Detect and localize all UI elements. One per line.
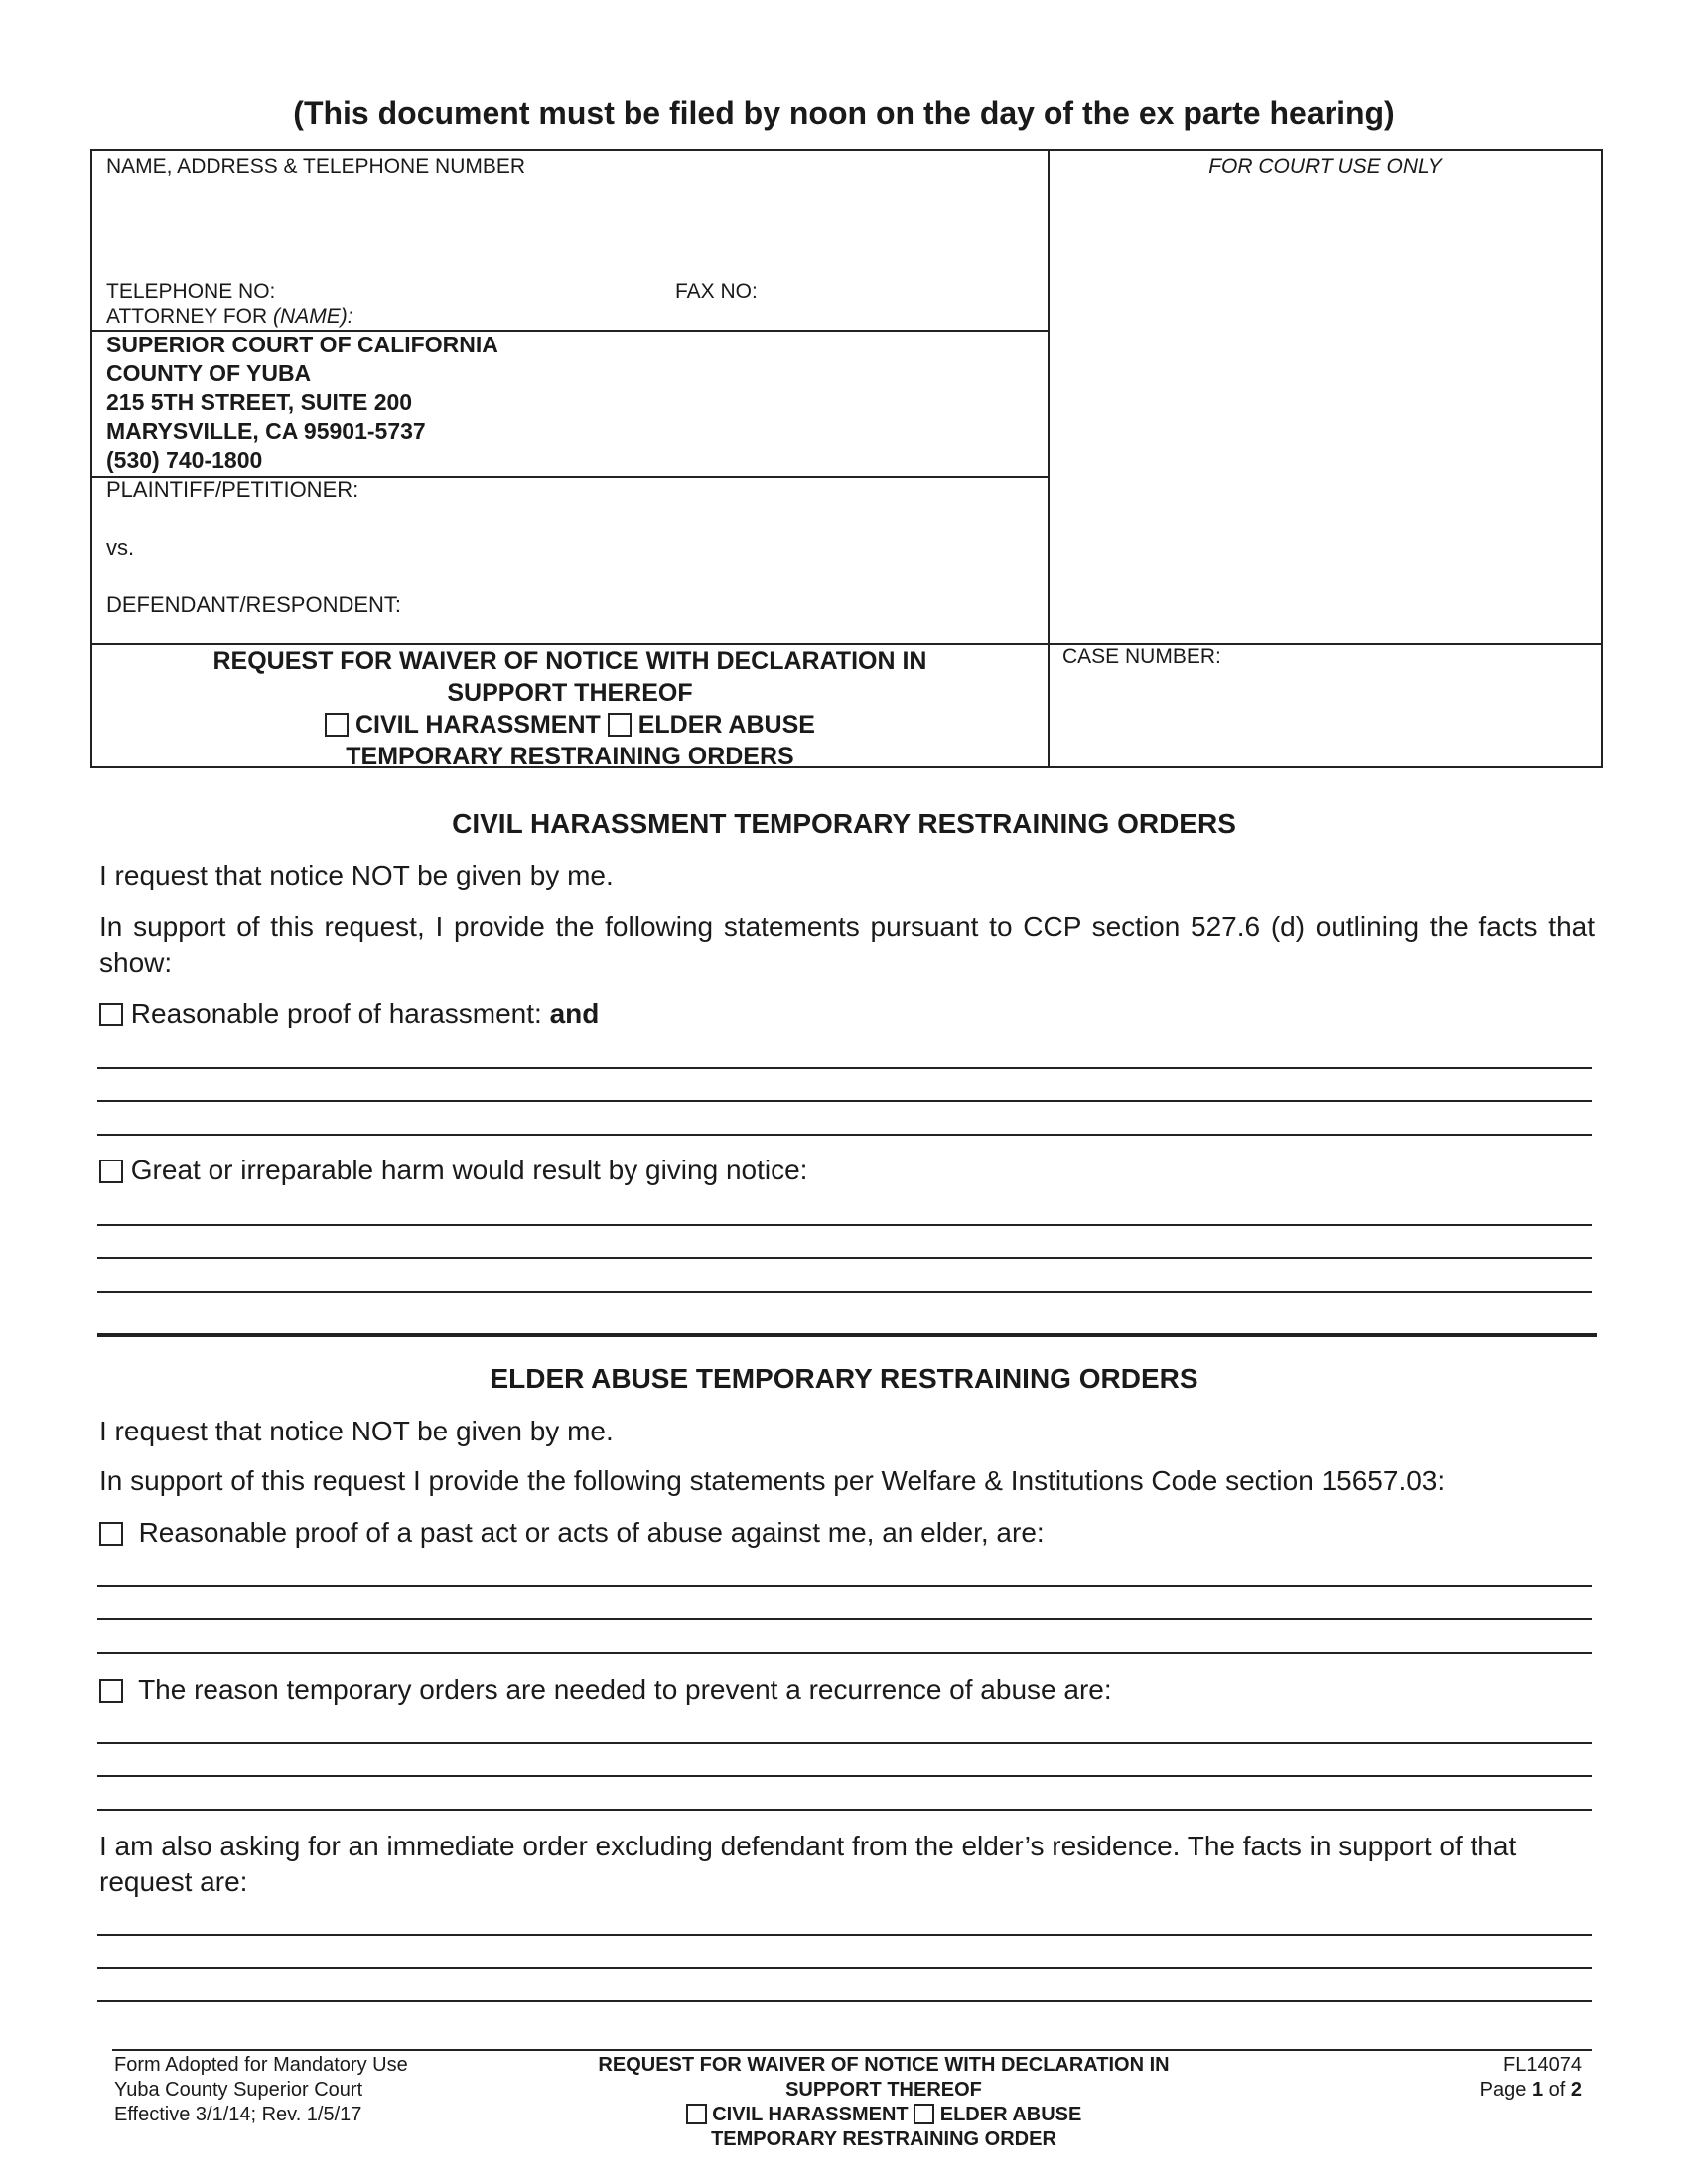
page-indicator xyxy=(1370,2078,1582,2103)
civil-section-heading: CIVIL HARASSMENT TEMPORARY RESTRAINING ORDERS xyxy=(452,808,1236,839)
fax-label: FAX NO: xyxy=(675,280,758,303)
footer-elder-checkbox[interactable] xyxy=(914,2104,934,2124)
harm-answer-line[interactable] xyxy=(97,1257,1592,1259)
abuse-answer-line[interactable] xyxy=(97,1585,1592,1587)
title-line-2: SUPPORT THEREOF xyxy=(447,679,693,707)
elder-item-1 xyxy=(99,1515,1595,1551)
footer-adopted: Form Adopted for Mandatory Use xyxy=(114,2054,408,2076)
abuse-answer-line[interactable] xyxy=(97,1652,1592,1654)
elder-item-2 xyxy=(99,1672,1595,1707)
harassment-proof-checkbox[interactable] xyxy=(99,1003,123,1026)
court-county: COUNTY OF YUBA xyxy=(106,360,312,386)
court-use-label: FOR COURT USE ONLY xyxy=(1208,155,1442,178)
name-address-label: NAME, ADDRESS & TELEPHONE NUMBER xyxy=(106,155,526,178)
footer-title xyxy=(516,2053,1251,2152)
elder-section-heading: ELDER ABUSE TEMPORARY RESTRAINING ORDERS xyxy=(490,1363,1198,1394)
footer-title-line-4: TEMPORARY RESTRAINING ORDER xyxy=(711,2128,1056,2150)
footer-court: Yuba County Superior Court xyxy=(114,2079,363,2101)
irreparable-harm-label: Great or irreparable harm would result by giving notice: xyxy=(130,1155,808,1185)
civil-harassment-checkbox[interactable] xyxy=(325,713,349,737)
page-of: of xyxy=(1548,2079,1566,2101)
recurrence-answer-line[interactable] xyxy=(97,1742,1592,1744)
attorney-label: ATTORNEY FOR xyxy=(106,305,268,328)
form-title xyxy=(92,645,1048,772)
footer-effective: Effective 3/1/14; Rev. 1/5/17 xyxy=(114,2104,362,2125)
court-street: 215 5TH STREET, SUITE 200 xyxy=(106,389,413,415)
footer-civil-label: CIVIL HARASSMENT xyxy=(712,2104,909,2125)
elder-abuse-checkbox[interactable] xyxy=(608,713,632,737)
page-current: 1 xyxy=(1531,2079,1544,2101)
footer-rule xyxy=(112,2049,1592,2051)
civil-item-1 xyxy=(99,996,1595,1031)
exclusion-request-text: I am also asking for an immediate order excluding defendant from the elder’s residence. The facts in support of that request are: xyxy=(99,1831,1517,1897)
attorney-for-label xyxy=(106,305,353,329)
elder-support-text: In support of this request I provide the following statements per Welfare & Institutions Code section 15657.03: xyxy=(99,1465,1446,1496)
filing-notice: (This document must be filed by noon on the day of the ex parte hearing) xyxy=(293,95,1395,131)
attorney-name-hint: (NAME): xyxy=(273,305,353,328)
elder-request-text: I request that notice NOT be given by me. xyxy=(99,1416,614,1446)
exclusion-answer-line[interactable] xyxy=(97,1934,1592,1936)
abuse-proof-checkbox[interactable] xyxy=(99,1522,123,1546)
irreparable-harm-checkbox[interactable] xyxy=(99,1160,123,1183)
case-number-label: CASE NUMBER: xyxy=(1062,645,1221,668)
harm-answer-line[interactable] xyxy=(97,1291,1592,1293)
harassment-proof-label: Reasonable proof of harassment: xyxy=(130,998,542,1028)
abuse-answer-line[interactable] xyxy=(97,1618,1592,1620)
footer-title-line-1: REQUEST FOR WAIVER OF NOTICE WITH DECLARATION IN xyxy=(598,2054,1170,2076)
court-phone: (530) 740-1800 xyxy=(106,447,263,473)
civil-harassment-label: CIVIL HARASSMENT xyxy=(355,711,601,739)
exclusion-answer-line[interactable] xyxy=(97,2000,1592,2002)
recurrence-answer-line[interactable] xyxy=(97,1809,1592,1811)
harassment-proof-and: and xyxy=(549,998,600,1028)
exclusion-answer-line[interactable] xyxy=(97,1967,1592,1969)
form-number: FL14074 xyxy=(1503,2054,1582,2076)
harassment-answer-line[interactable] xyxy=(97,1134,1592,1136)
recurrence-reason-label: The reason temporary orders are needed to prevent a recurrence of abuse are: xyxy=(138,1674,1112,1705)
court-address xyxy=(106,331,498,475)
footer-civil-checkbox[interactable] xyxy=(686,2104,707,2124)
footer-title-line-2: SUPPORT THEREOF xyxy=(785,2079,982,2101)
page-prefix: Page xyxy=(1479,2079,1527,2101)
recurrence-answer-line[interactable] xyxy=(97,1775,1592,1777)
footer-right xyxy=(1370,2053,1582,2103)
footer-left xyxy=(114,2053,408,2127)
vs-label: vs. xyxy=(106,535,135,560)
plaintiff-label: PLAINTIFF/PETITIONER: xyxy=(106,478,359,502)
harassment-answer-line[interactable] xyxy=(97,1067,1592,1069)
recurrence-reason-checkbox[interactable] xyxy=(99,1679,123,1703)
caption-divider xyxy=(1048,151,1050,766)
defendant-label: DEFENDANT/RESPONDENT: xyxy=(106,592,402,616)
title-line-4: TEMPORARY RESTRAINING ORDERS xyxy=(346,743,794,770)
court-city: MARYSVILLE, CA 95901-5737 xyxy=(106,418,426,444)
title-line-1: REQUEST FOR WAIVER OF NOTICE WITH DECLARATION IN xyxy=(212,647,927,675)
civil-request-text: I request that notice NOT be given by me. xyxy=(99,860,614,890)
abuse-proof-label: Reasonable proof of a past act or acts of abuse against me, an elder, are: xyxy=(138,1517,1045,1548)
harassment-answer-line[interactable] xyxy=(97,1100,1592,1102)
elder-abuse-label: ELDER ABUSE xyxy=(637,711,815,739)
caption-box xyxy=(90,149,1603,768)
footer-title-options xyxy=(516,2103,1251,2127)
telephone-label: TELEPHONE NO: xyxy=(106,280,276,303)
page-total: 2 xyxy=(1570,2079,1582,2101)
harm-answer-line[interactable] xyxy=(97,1224,1592,1226)
section-separator xyxy=(97,1333,1597,1337)
civil-support-text: In support of this request, I provide the following statements pursuant to CCP section 527.6 (d) outlining the facts that show: xyxy=(99,911,1595,978)
court-name: SUPERIOR COURT OF CALIFORNIA xyxy=(106,332,498,357)
civil-item-2 xyxy=(99,1153,1595,1188)
footer-elder-label: ELDER ABUSE xyxy=(939,2104,1082,2125)
title-options xyxy=(92,709,1048,741)
